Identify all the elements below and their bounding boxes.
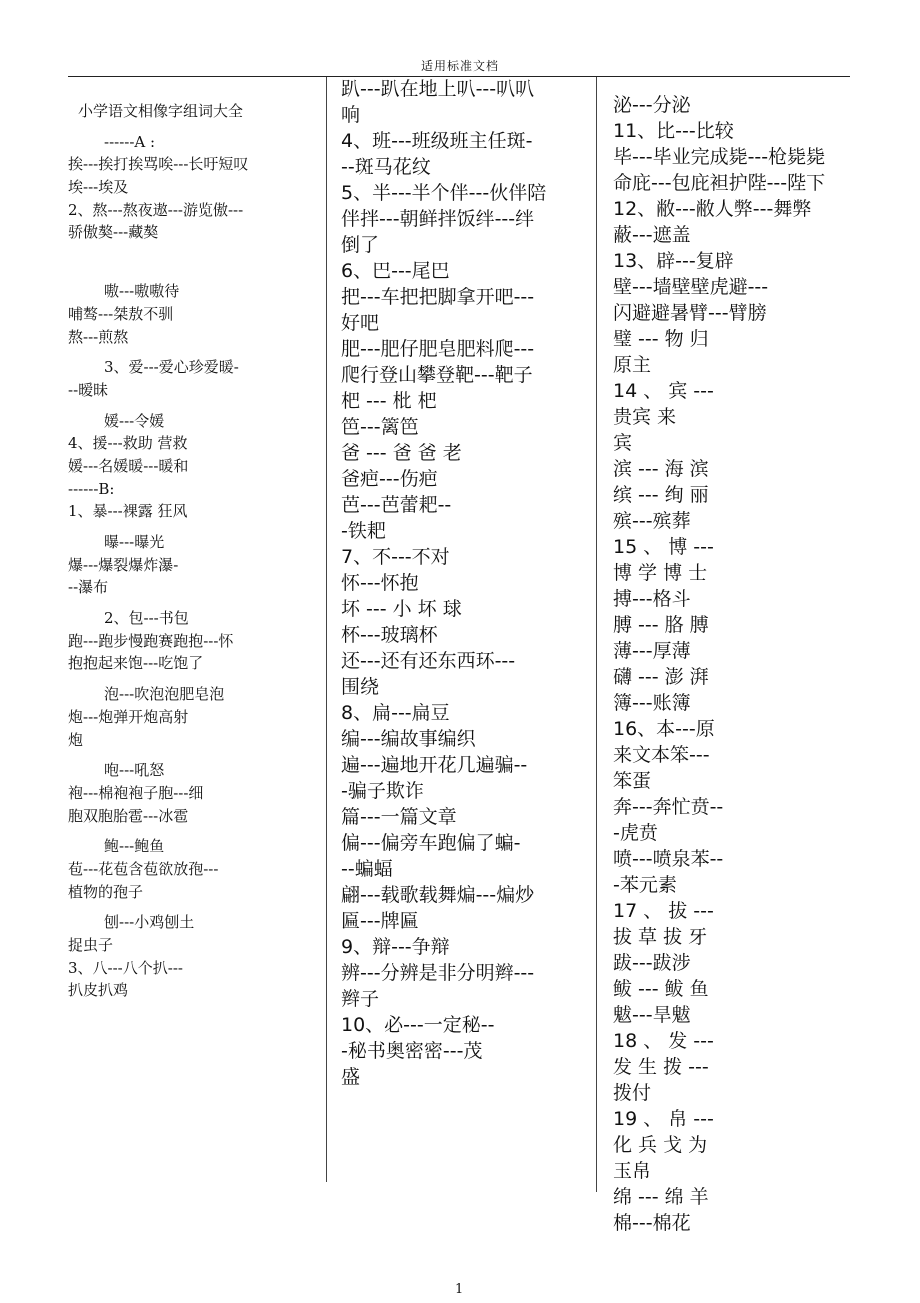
text-line: --斑马花纹 [341,156,431,178]
text-line: 爸 --- 爸 爸 老 [341,442,462,464]
text-line: 爆---爆裂爆炸瀑- [68,555,179,574]
text-line: 17 、 拔 --- [613,900,714,922]
text-line: --蝙蝠 [341,858,393,880]
text-line: 贵宾 来 [613,406,677,428]
text-line: 笨蛋 [613,770,652,792]
column-3 [613,92,853,1236]
text-line: 杷 --- 枇 杷 [341,390,437,412]
text-line: 把---车把把脚拿开吧--- [341,286,535,308]
text-line: 炮---炮弹开炮高射 [68,707,189,726]
text-line: 鲅 --- 鲅 鱼 [613,978,709,1000]
text-line: 10、必---一定秘-- [341,1014,495,1036]
text-line: -骗子欺诈 [341,780,424,802]
text-line: 扒皮扒鸡 [68,981,129,1000]
text-line: 编---编故事编织 [341,728,476,750]
text-line: 闪避避暑臂---臂膀 [613,302,767,324]
text-line: 响 [341,104,361,126]
text-line: 命庇---包庇袒护陛---陛下 [613,172,826,194]
text-line: 礴 --- 澎 湃 [613,666,709,688]
text-line: 辫子 [341,988,380,1010]
text-line: 还---还有还东西环--- [341,650,516,672]
text-line: 曝---曝光 [104,533,165,551]
text-line: 跋---跋涉 [613,952,691,974]
text-line: 埃---埃及 [68,178,129,197]
text-line: 刨---小鸡刨土 [104,913,195,932]
page-number: 1 [455,1282,464,1297]
text-line: 15 、 博 --- [613,536,714,558]
text-line: 搏---格斗 [613,588,691,610]
text-line: 哺骜---桀敖不驯 [68,304,174,323]
text-line: -铁耙 [341,520,386,542]
text-line: 盛 [341,1066,361,1088]
text-line: 植物的孢子 [68,882,144,901]
text-line: --暧昧 [68,380,109,399]
text-line: 泌---分泌 [613,94,691,116]
text-line: 匾---牌匾 [341,910,419,932]
text-line: 拔 草 拔 牙 [613,926,708,948]
column-divider-1 [326,77,327,1182]
text-line: -苯元素 [613,874,677,896]
text-line: 绵 --- 绵 羊 [613,1186,709,1208]
text-line: 杯---玻璃杯 [341,624,438,646]
text-line: 6、巴---尾巴 [341,260,450,282]
text-line: 原主 [613,354,652,376]
text-line: 7、不---不对 [341,546,450,568]
text-line: 鲍---鲍鱼 [104,837,165,856]
text-line: 5、半---半个伴---伙伴陪 [341,182,547,204]
column-divider-2 [596,77,597,1192]
text-line: 趴---趴在地上叭---叭叭 [341,78,535,100]
text-line: 倒了 [341,234,380,256]
text-line: 芭---芭蕾耙-- [341,494,452,516]
text-line: 毕---毕业完成毙---枪毙毙 [613,146,826,168]
text-line: 发 生 拨 --- [613,1056,709,1078]
page-header: 适用标准文档 [420,59,499,73]
text-line: 19 、 帛 --- [613,1108,714,1130]
text-line: 14 、 宾 --- [613,380,714,402]
text-line: 翩---载歌载舞煸---煸炒 [341,884,535,906]
text-line: 笆---篱笆 [341,416,419,438]
text-line: ------B: [68,479,115,498]
text-line: 膊 --- 胳 膊 [613,614,709,636]
text-line: 遍---遍地开花几遍骗-- [341,754,528,776]
column-1 [68,100,318,1002]
text-line: 3、八---八个扒--- [68,958,183,977]
text-line: 滨 --- 海 滨 [613,458,709,480]
text-line: 咆---吼怒 [104,761,165,780]
text-line: 媛---名媛暖---暖和 [68,456,189,475]
text-line: 壁---墙壁壁虎避--- [613,276,769,298]
text-line: 熬---煎熬 [68,327,129,346]
text-line: 捉虫子 [68,936,114,954]
text-line: 11、比---比较 [613,120,734,142]
text-line: --瀑布 [68,578,109,597]
text-line: 媛---令媛 [104,411,165,430]
text-line: 坏 --- 小 坏 球 [341,598,462,620]
text-line: 辨---分辨是非分明辫--- [341,962,535,984]
text-line: 奔---奔忙贲-- [613,796,724,818]
text-line: 4、班---班级班主任斑- [341,130,533,152]
text-line: 缤 --- 绚 丽 [613,484,709,506]
text-line: 胞双胞胎雹---冰雹 [68,806,189,825]
text-line: 宾 [613,432,633,454]
text-line: 抱抱起来饱---吃饱了 [68,654,204,673]
text-line: 璧 --- 物 归 [613,328,709,350]
text-line: 骄傲獒---藏獒 [68,223,159,242]
text-line: 爬行登山攀登靶---靶子 [341,364,533,386]
text-line: 2、熬---熬夜遨---游览傲--- [68,200,244,219]
text-line: 簿---账簿 [613,692,691,714]
text-line: 魃---旱魃 [613,1004,691,1026]
text-line: 嗷---嗷嗷待 [104,282,180,301]
text-line: 怀---怀抱 [341,572,419,594]
text-line: 小学语文相像字组词大全 [78,102,244,120]
text-line: -虎贲 [613,822,658,844]
text-line: ------A : [104,132,156,151]
text-line: 篇---一篇文章 [341,806,457,828]
text-line: 棉---棉花 [613,1212,691,1234]
text-line: 炮 [68,730,84,749]
text-line: 肥---肥仔肥皂肥料爬--- [341,338,535,360]
text-line: 2、包---书包 [104,609,189,628]
text-line: -秘书奥密密---茂 [341,1040,483,1062]
text-line: 来文本笨--- [613,744,710,766]
text-line: 博 学 博 士 [613,562,708,584]
column-2 [341,76,591,1090]
text-line: 围绕 [341,676,380,698]
text-line: 18 、 发 --- [613,1030,714,1052]
text-line: 16、本---原 [613,718,715,740]
text-line: 13、辟---复辟 [613,250,734,272]
text-line: 蔽---遮盖 [613,224,691,246]
text-line: 袍---棉袍袍子胞---细 [68,783,204,802]
text-line: 拨付 [613,1082,652,1104]
text-line: 挨---挨打挨骂唉---长吁短叹 [68,155,249,174]
text-line: 4、援---救助 营救 [68,434,188,453]
text-line: 玉帛 [613,1160,652,1182]
text-line: 好吧 [341,312,380,334]
text-line: 喷---喷泉苯-- [613,848,724,870]
text-line: 爸疤---伤疤 [341,468,438,490]
text-line: 苞---花苞含苞欲放孢--- [68,859,219,878]
text-line: 9、辩---争辩 [341,936,450,958]
text-line: 1、暴---裸露 狂风 [68,502,188,521]
text-line: 3、爱---爱心珍爱暖- [104,358,239,377]
text-line: 薄---厚薄 [613,640,691,662]
text-line: 伴拌---朝鲜拌饭绊---绊 [341,208,535,230]
text-line: 8、扁---扁豆 [341,702,450,724]
text-line: 化 兵 戈 为 [613,1134,708,1156]
text-line: 泡---吹泡泡肥皂泡 [104,685,225,704]
text-line: 12、敝---敝人弊---舞弊 [613,198,812,220]
text-line: 偏---偏旁车跑偏了蝙- [341,832,521,854]
text-line: 殡---殡葬 [613,510,691,532]
text-line: 跑---跑步慢跑赛跑抱---怀 [68,631,234,650]
